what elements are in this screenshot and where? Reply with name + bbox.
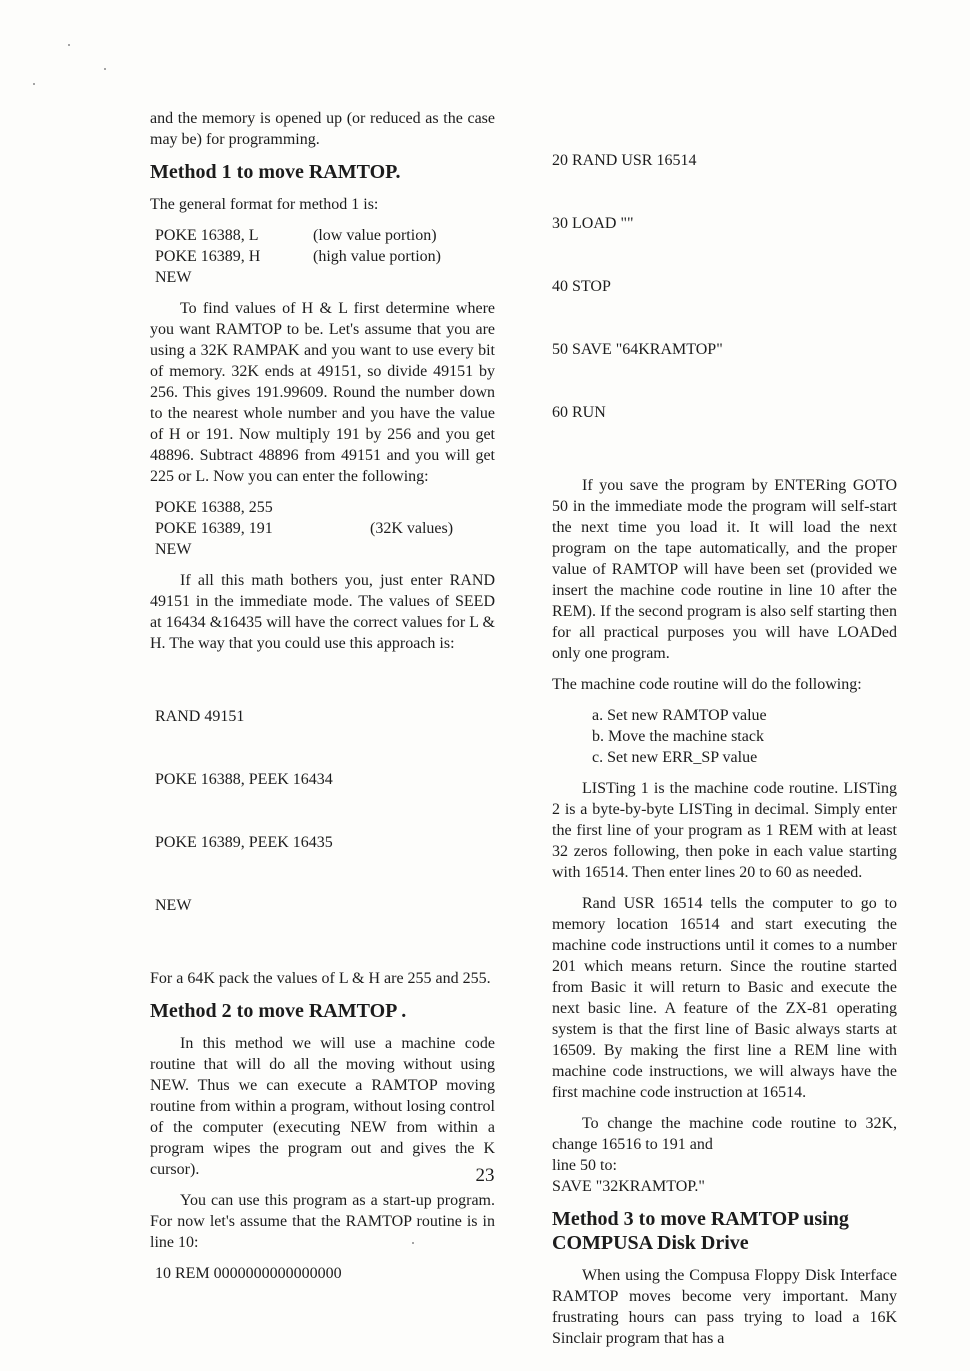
- find-values-paragraph: To find values of H & L first determine where you want RAMTOP to be. Let's assume that you are using a 32K RAMPAK and you want to use every bit of memory. 32K ends at 49151, so divide 49151 by 256. This gives 191.99609. Round the number down to the nearest whole number and you have the value of H or 191. Now multiply 191 by 256 and you get 48896. Subtract 48896 from 49151 and you will get 225 or L. Now you can enter the following:: [150, 300, 495, 485]
- example-code-block: [155, 497, 495, 560]
- code-line: NEW: [155, 541, 192, 558]
- program-code-block: [552, 108, 897, 465]
- math-paragraph: If all this math bothers you, just enter RAND 49151 in the immediate mode. The values of SEED at 16434 &16435 will have the correct values for L & H. The way that you could use this approach is:: [150, 572, 495, 652]
- compusa-paragraph: When using the Compusa Floppy Disk Interface RAMTOP moves become very important. Many frustrating hours can pass trying to load a 16K Sinclair program that has a: [552, 1267, 897, 1347]
- routine-steps-list: [592, 705, 897, 768]
- method2-paragraph: In this method we will use a machine code routine that will do all the moving without using NEW. Thus we can execute a RAMTOP moving routine from within a program, without losing control of the computer (executing NEW from within a program wipes the program out and gives the K cursor).: [150, 1035, 495, 1178]
- format-code-block: [155, 225, 495, 288]
- list-item: c. Set new ERR_SP value: [592, 749, 758, 766]
- list-item: a. Set new RAMTOP value: [592, 707, 767, 724]
- 64k-paragraph: For a 64K pack the values of L & H are 255 and 255.: [150, 970, 491, 987]
- scan-speck: [104, 68, 106, 70]
- routine-paragraph: The machine code routine will do the following:: [552, 676, 862, 693]
- rand-code-block: [155, 664, 495, 958]
- code-line: POKE 16388, 255: [155, 499, 273, 516]
- listing-paragraph: LISTing 1 is the machine code routine. LISTing 2 is a byte-by-byte LISTing in decimal. Simply enter the first line of your program as 1 REM with at least 32 zeros following, then poke in each value starting with 16514. Then enter lines 20 to 60 as needed.: [552, 780, 897, 881]
- change-save-code: SAVE "32KRAMTOP.": [552, 1178, 705, 1195]
- code-line: POKE 16389, 191 (32K values): [155, 520, 454, 537]
- code-line: 50 SAVE "64KRAMTOP": [552, 341, 723, 358]
- intro-paragraph: and the memory is opened up (or reduced as the case may be) for programming.: [150, 110, 495, 148]
- code-line: POKE 16389, PEEK 16435: [155, 834, 333, 851]
- scan-speck: [33, 83, 35, 85]
- list-item: b. Move the machine stack: [592, 728, 764, 745]
- rand-usr-paragraph: Rand USR 16514 tells the computer to go to memory location 16514 and start executing the machine code instructions until it comes to a number 201 which means return. Since the routine started from Basic it will return to Basic and execute the next basic line. A feature of the ZX-81 operating system is that the first line of Basic always starts at 16509. By making the first line a REM line with machine code instructions, we will always have the first machine code instruction at 16514.: [552, 895, 897, 1101]
- method2-heading: Method 2 to move RAMTOP .: [150, 1000, 407, 1022]
- save-paragraph: If you save the program by ENTERing GOTO 50 in the immediate mode the program will self-start the next time you load it. It will load the next program on the tape automatically, and the proper value of RAMTOP will have been set (provided we insert the machine code routine in line 10 after the REM). If the second program is also self starting then for all practical purposes you will have LOADed only one program.: [552, 477, 897, 662]
- scan-speck: [68, 44, 70, 46]
- startup-paragraph: You can use this program as a start-up program. For now let's assume that the RAMTOP routine is in line 10:: [150, 1192, 495, 1251]
- code-line: NEW: [155, 897, 192, 914]
- code-line: 40 STOP: [552, 278, 611, 295]
- code-line: 30 LOAD "": [552, 215, 634, 232]
- left-column: [150, 108, 495, 1294]
- code-line: NEW: [155, 269, 192, 286]
- code-line: 20 RAND USR 16514: [552, 152, 697, 169]
- code-line: POKE 16389, H (high value portion): [155, 248, 441, 265]
- page-number: 23: [475, 1165, 495, 1186]
- method1-heading: Method 1 to move RAMTOP.: [150, 161, 401, 183]
- code-line: POKE 16388, L (low value portion): [155, 227, 437, 244]
- code-line: POKE 16388, PEEK 16434: [155, 771, 333, 788]
- change-paragraph: To change the machine code routine to 32K, change 16516 to 191 and: [552, 1115, 897, 1153]
- method3-heading: Method 3 to move RAMTOP using COMPUSA Disk Drive: [552, 1208, 849, 1254]
- code-line: RAND 49151: [155, 708, 245, 725]
- line10-code: 10 REM 0000000000000000: [155, 1265, 342, 1282]
- change-line50: line 50 to:: [552, 1157, 617, 1174]
- code-line: 60 RUN: [552, 404, 606, 421]
- format-paragraph: The general format for method 1 is:: [150, 196, 379, 213]
